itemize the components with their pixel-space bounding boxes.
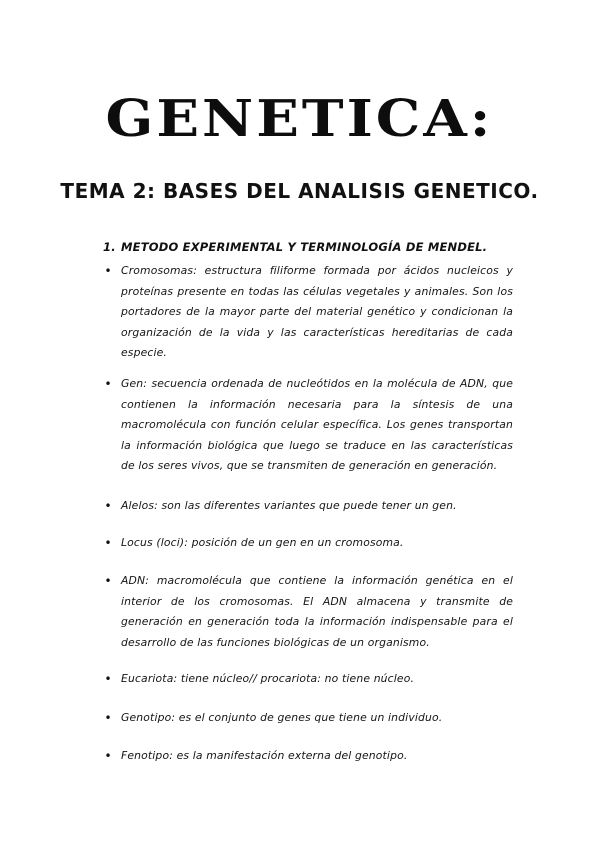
bullet-icon: •	[104, 672, 112, 686]
document-subtitle: TEMA 2: BASES DEL ANALISIS GENETICO.	[60, 179, 539, 203]
bullet-icon: •	[104, 749, 112, 763]
section-heading-text: METODO EXPERIMENTAL Y TERMINOLOGÍA DE MENDEL.	[121, 240, 488, 254]
list-item-gen	[104, 374, 513, 477]
list-item-locus	[104, 533, 513, 554]
list-item-cromosomas	[104, 261, 513, 364]
section-heading	[103, 238, 523, 256]
document-title: GENETICA:	[105, 89, 494, 149]
list-item-genotipo	[104, 708, 513, 729]
list-item-text: Cromosomas: estructura filiforme formada por ácidos nucleicos y proteínas presente en todas las células vegetales y animales. Son los portadores de la mayor parte del material genético y condicionan la organización de la vida y las características hereditarias de cada especie.	[121, 264, 513, 359]
list-item-eucariota	[104, 669, 513, 690]
bullet-icon: •	[104, 536, 112, 550]
bullet-icon: •	[104, 499, 112, 513]
list-item-fenotipo	[104, 746, 513, 767]
list-item-text: Gen: secuencia ordenada de nucleótidos en la molécula de ADN, que contienen la información necesaria para la síntesis de una macromolécula con función celular específica. Los genes transportan la información biológica que luego se traduce en las características de los seres vivos, que se transmiten de generación en generación.	[121, 377, 513, 472]
bullet-icon: •	[104, 264, 112, 278]
list-item-alelos	[104, 496, 513, 517]
list-item-text: Genotipo: es el conjunto de genes que tiene un individuo.	[121, 711, 443, 724]
section-1	[103, 238, 523, 763]
list-item-adn	[104, 571, 513, 653]
bullet-icon: •	[104, 377, 112, 391]
list-item-text: Alelos: son las diferentes variantes que puede tener un gen.	[121, 499, 457, 512]
bullet-icon: •	[104, 711, 112, 725]
section-number: 1.	[103, 240, 116, 254]
bullet-icon: •	[104, 574, 112, 588]
list-item-text: ADN: macromolécula que contiene la información genética en el interior de los cromosomas. El ADN almacena y transmite de generación en generación toda la información indispensable para el desarrollo de las funciones biológicas de un organismo.	[121, 574, 513, 649]
list-item-text: Fenotipo: es la manifestación externa del genotipo.	[121, 749, 408, 762]
list-item-text: Locus (loci): posición de un gen en un cromosoma.	[121, 536, 404, 549]
list-item-text: Eucariota: tiene núcleo// procariota: no tiene núcleo.	[121, 672, 415, 685]
